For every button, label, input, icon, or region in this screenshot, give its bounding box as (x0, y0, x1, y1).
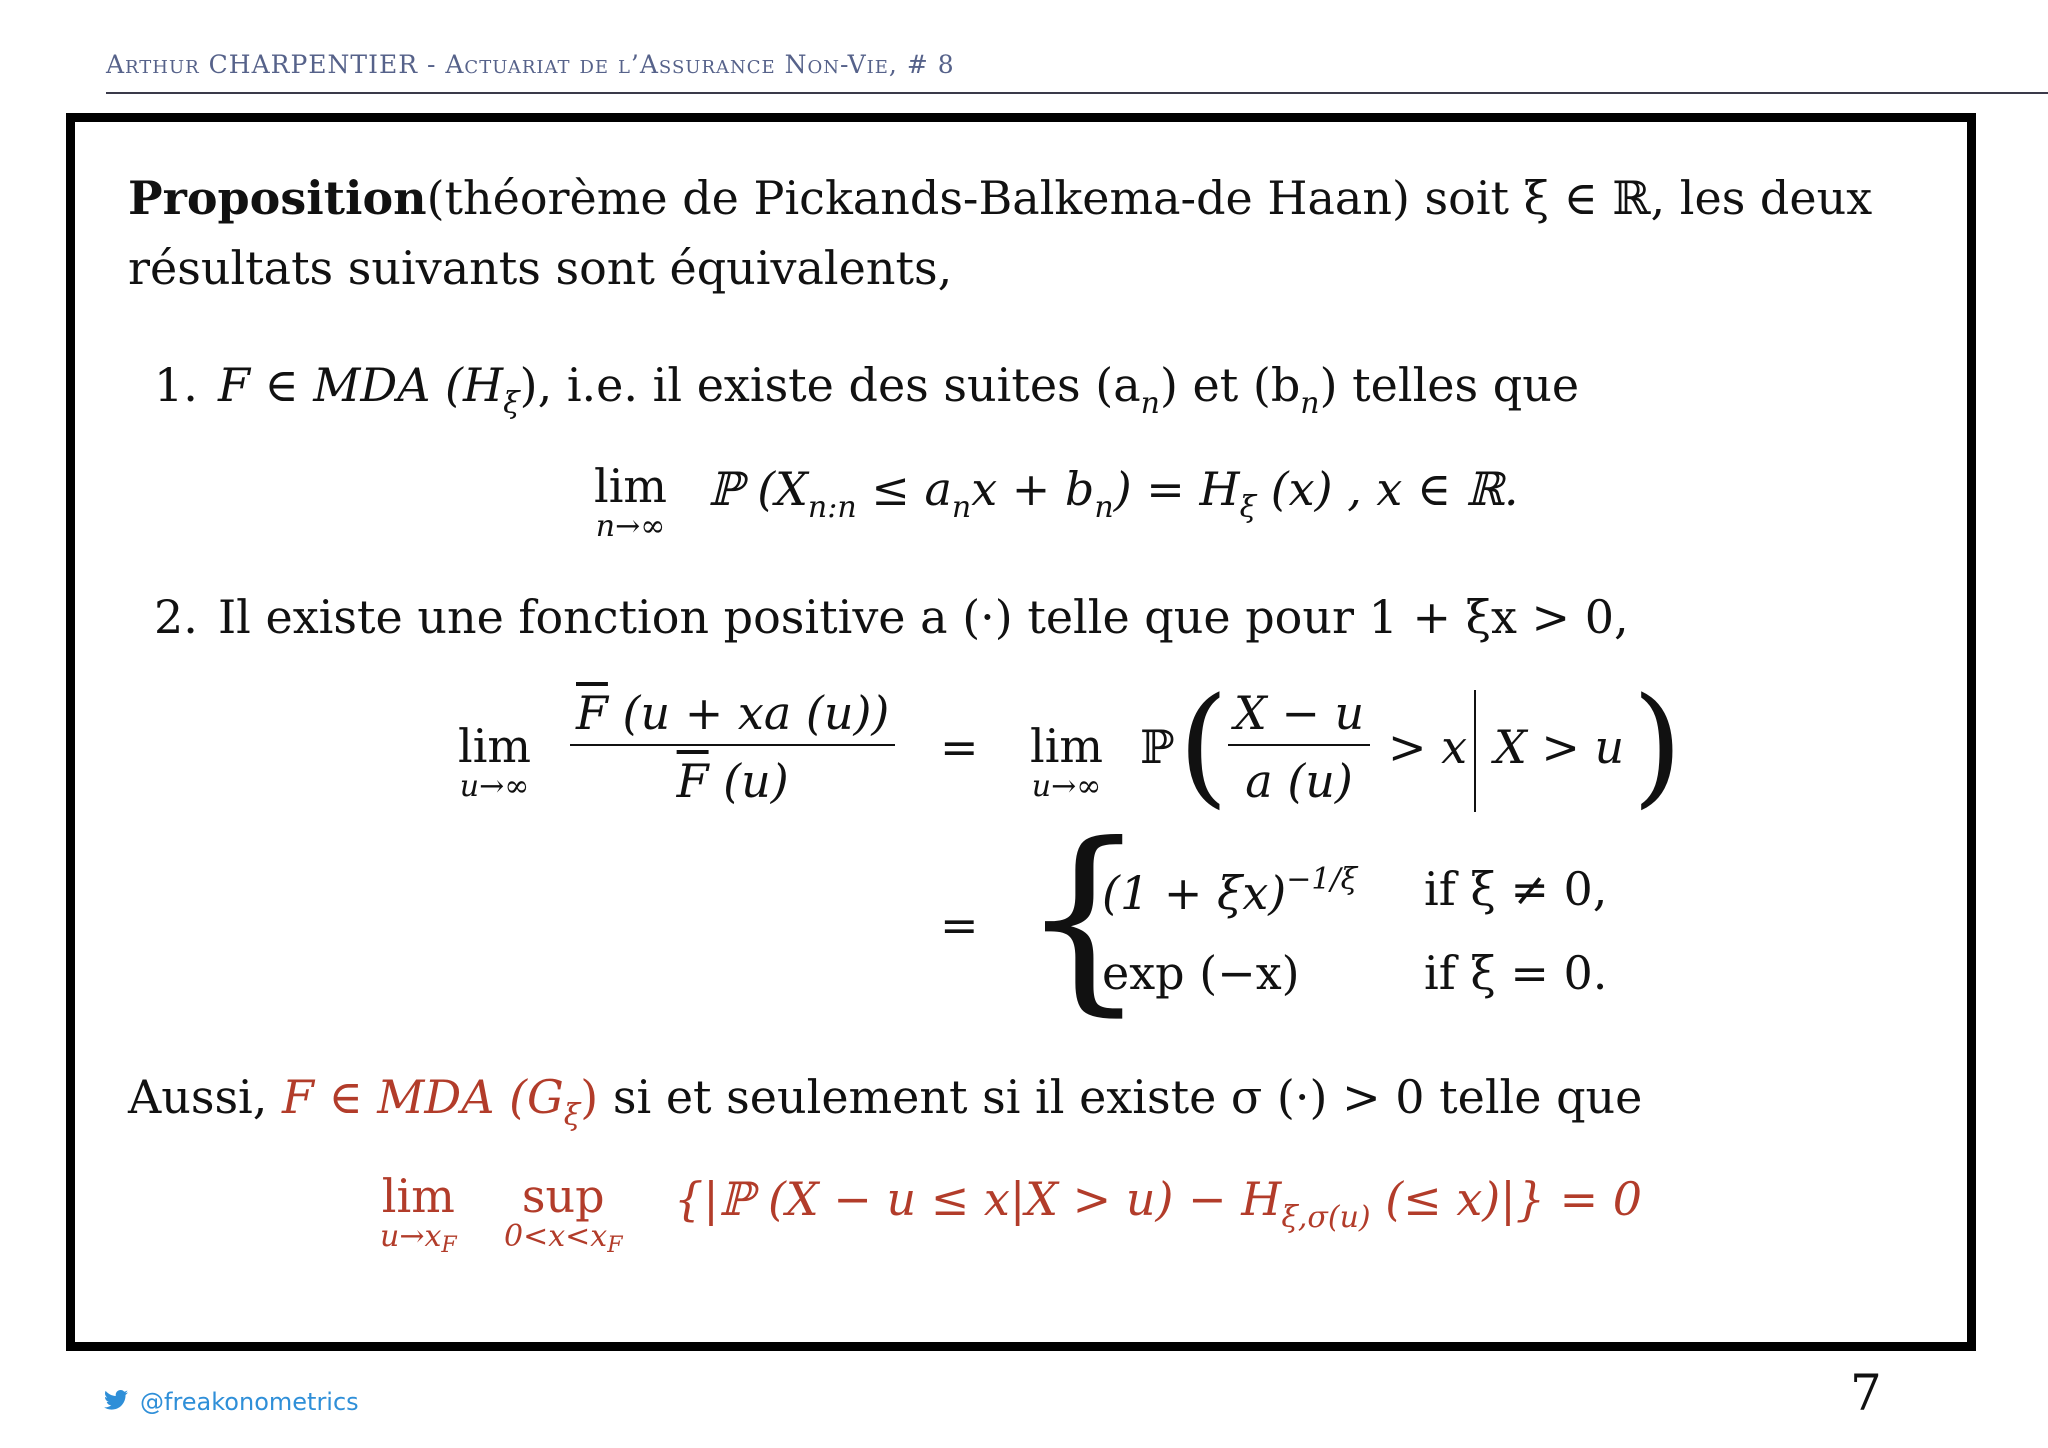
header-rule (106, 92, 2048, 94)
case1-expr (1102, 862, 1357, 920)
eq1-part2: ≤ a (856, 462, 952, 516)
eq1-sub4: ξ (1239, 490, 1257, 525)
eq1-part5: (x) , x ∈ ℝ. (1256, 462, 1519, 516)
item1-lim-word: lim (594, 459, 668, 513)
item1-equation (708, 462, 1519, 525)
item1-limit (594, 459, 668, 544)
item1-number: 1. (154, 358, 198, 412)
item2-rhs-prob: ℙ (1140, 720, 1175, 774)
twitter-footer[interactable] (104, 1388, 359, 1416)
case1-exponent: −1/ξ (1286, 862, 1358, 897)
item2-equals-2: = (940, 898, 979, 952)
eq1-part4: ) = H (1113, 462, 1240, 516)
aussi-sup (504, 1169, 623, 1263)
case1-cond: if ξ ≠ 0, (1424, 862, 1608, 916)
item2-number: 2. (154, 590, 198, 644)
item1-math-sub: ξ (503, 386, 520, 421)
eq1-part3: x + b (971, 462, 1095, 516)
item1-desc-end: ) telles que (1319, 358, 1580, 412)
proposition-label: Proposition (128, 171, 427, 225)
eq1-part1: ℙ (X (708, 462, 808, 516)
aussi-equation (674, 1172, 1642, 1235)
aussi-red-close: ) (580, 1070, 599, 1124)
aussi-suffix: si et seulement si il existe σ (·) > 0 telle que (612, 1070, 1643, 1124)
page-number: 7 (1850, 1364, 1882, 1422)
item2-lhs-limit (458, 719, 532, 804)
item1-an-sub: n (1140, 386, 1160, 421)
slide-header: Arthur CHARPENTIER - Actuariat de l’Assurance Non-Vie, # 8 (106, 50, 955, 79)
aussi-limit (380, 1169, 457, 1263)
aussi-red-sub: ξ (563, 1098, 581, 1133)
aussi-body-sub: ξ,σ(u) (1281, 1200, 1371, 1235)
item2-rhs-fraction (1228, 686, 1370, 808)
item1-lim-under: n→∞ (595, 509, 666, 544)
aussi-text (128, 1070, 1642, 1133)
item2-rhs-lim-under: u→∞ (1031, 769, 1102, 804)
eq1-sub1: n:n (807, 490, 857, 525)
item1-text (218, 358, 1579, 421)
item1-math: F ∈ MDA (H (218, 358, 504, 412)
rhs-frac-denominator: a (u) (1245, 754, 1353, 808)
item2-rhs-limit (1030, 719, 1104, 804)
item2-lhs-fraction (570, 686, 895, 808)
item2-text: Il existe une fonction positive a (·) telle que pour 1 + ξx > 0, (218, 590, 1629, 644)
aussi-body-end: (≤ x)|} = 0 (1370, 1172, 1643, 1226)
proposition-line1: (théorème de Pickands-Balkema-de Haan) soit ξ ∈ ℝ, les deux (426, 171, 1873, 225)
item2-rhs-lim-word: lim (1030, 719, 1104, 773)
aussi-red-math: F ∈ MDA (G (282, 1070, 564, 1124)
aussi-sup-word: sup (521, 1169, 605, 1223)
left-big-paren: ( (1178, 669, 1229, 821)
item2-equals-1: = (940, 720, 979, 774)
item1-bn-sub: n (1300, 386, 1320, 421)
twitter-handle: @freakonometrics (140, 1388, 359, 1416)
item1-math-close: ), (519, 358, 553, 412)
item1-desc: i.e. il existe des suites (a (566, 358, 1141, 412)
twitter-bird-icon (104, 1388, 128, 1416)
aussi-body: {|ℙ (X − u ≤ x|X > u) − H (674, 1172, 1282, 1226)
conditional-bar (1474, 690, 1476, 812)
eq1-sub3: n (1094, 490, 1114, 525)
cases-brace: { (1020, 801, 1148, 1034)
case1-base: (1 + ξx) (1102, 866, 1287, 920)
item2-rhs-cond1: > x (1388, 720, 1468, 774)
case2-expr: exp (−x) (1102, 946, 1300, 1000)
case2-cond: if ξ = 0. (1424, 946, 1608, 1000)
proposition-line2: résultats suivants sont équivalents, (128, 241, 953, 295)
item2-lhs-lim-under: u→∞ (459, 769, 530, 804)
lhs-frac-numerator: $\overline{F}$ (u + xa (u)) (570, 686, 895, 746)
rhs-frac-numerator: X − u (1228, 686, 1370, 746)
aussi-prefix: Aussi, (128, 1070, 268, 1124)
lhs-frac-denominator: $\overline{F}$ (u) (676, 754, 789, 808)
right-big-paren: ) (1632, 669, 1683, 821)
aussi-lim-under: $u\to x_F$ (380, 1219, 457, 1258)
eq1-sub2: n (951, 490, 972, 525)
item2-rhs-cond2: X > u (1494, 720, 1625, 774)
item1-desc-mid: ) et (b (1159, 358, 1301, 412)
aussi-lim-word: lim (381, 1169, 455, 1223)
item2-lhs-lim-word: lim (458, 719, 532, 773)
aussi-sup-under: $0<x<x_F$ (504, 1219, 623, 1258)
proposition-text (128, 163, 1878, 303)
